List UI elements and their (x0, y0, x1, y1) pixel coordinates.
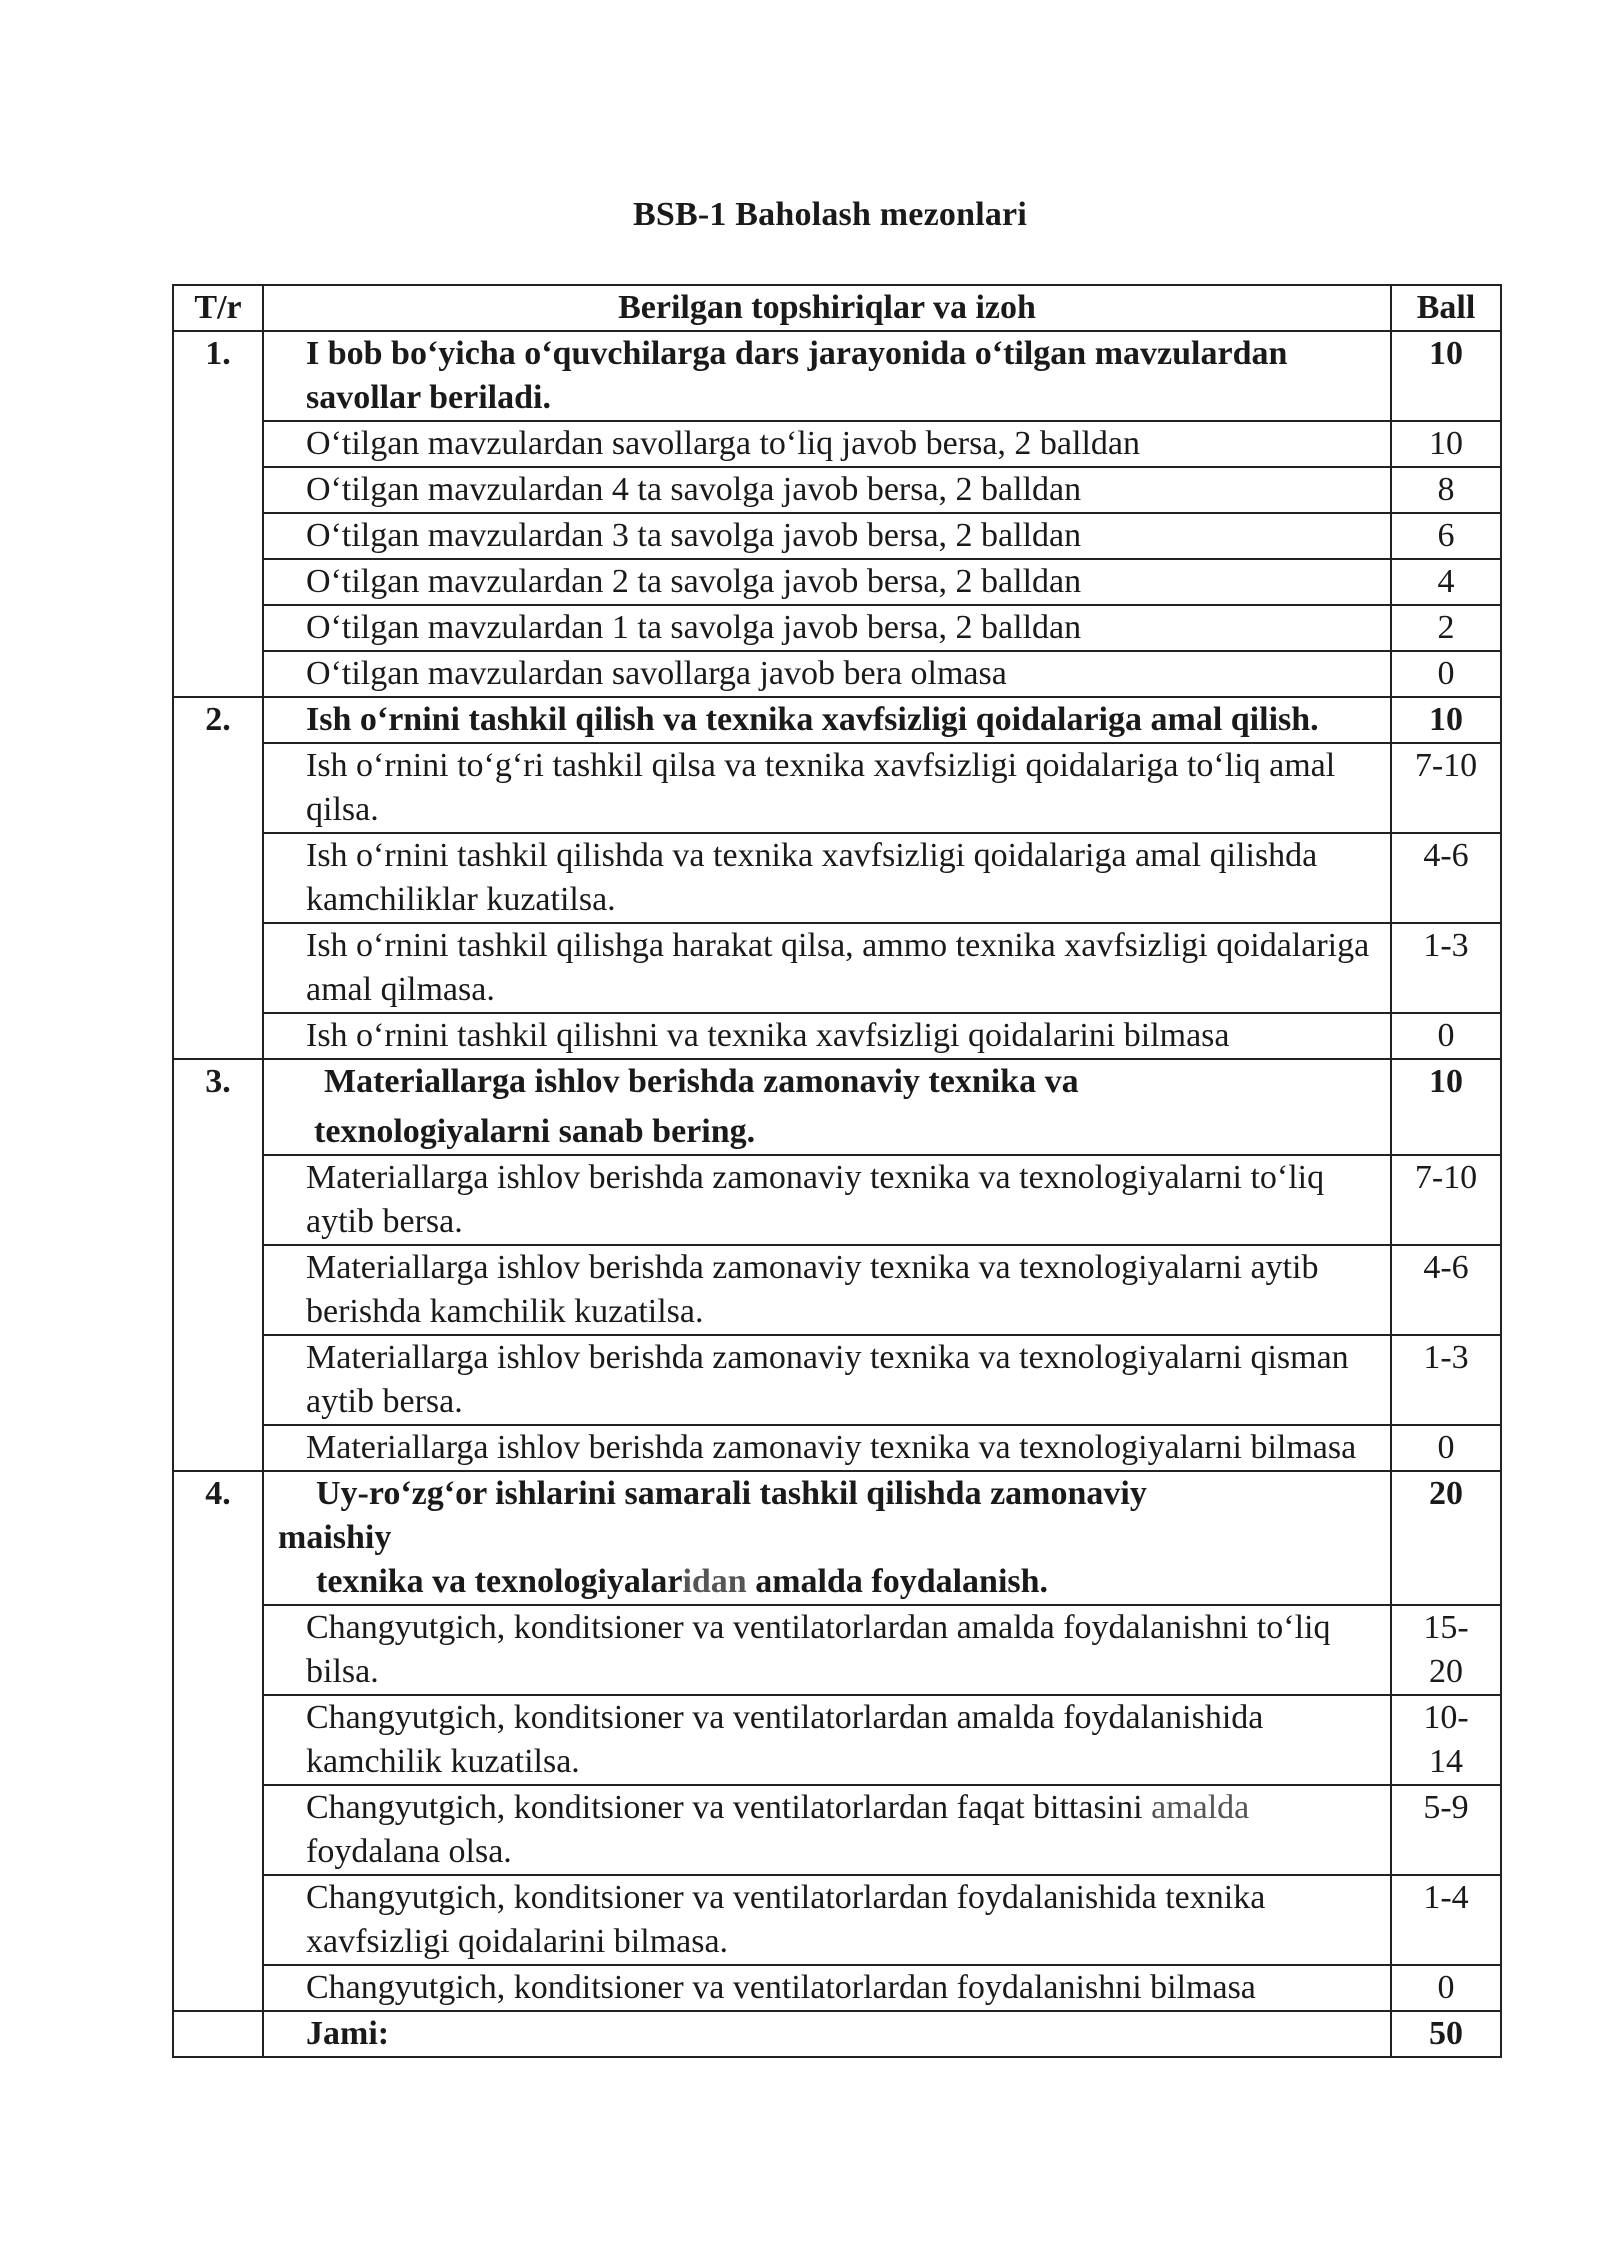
criterion-points: 1-3 (1391, 923, 1501, 1013)
table-row (173, 1335, 1501, 1425)
table-row (173, 513, 1501, 559)
criterion-text: Ish o‘rnini tashkil qilishda va texnika xavfsizligi qoidalariga amal qilishda kamchiliklar kuzatilsa. (263, 833, 1391, 923)
criterion-text: Changyutgich, konditsioner va ventilatorlardan amalda foydalanishida kamchilik kuzatilsa. (263, 1695, 1391, 1785)
criterion-points: 0 (1391, 1013, 1501, 1059)
section-heading: I bob bo‘yicha o‘quvchilarga dars jarayonida o‘tilgan mavzulardan savollar beriladi. (263, 331, 1391, 421)
section-heading (263, 1059, 1391, 1155)
section-heading-line: Uy-ro‘zg‘or ishlarini samarali tashkil qilishda zamonaviy (316, 1475, 1147, 1512)
section-heading-line: maishiy (278, 1519, 392, 1556)
criterion-text: Ish o‘rnini tashkil qilishni va texnika xavfsizligi qoidalarini bilmasa (263, 1013, 1391, 1059)
criterion-text: O‘tilgan mavzulardan savollarga to‘liq javob bersa, 2 balldan (263, 421, 1391, 467)
section-heading-line: Materiallarga ishlov berishda zamonaviy texnika va (324, 1063, 1079, 1100)
criterion-text: Changyutgich, konditsioner va ventilatorlardan amalda foydalanishni to‘liq bilsa. (263, 1605, 1391, 1695)
table-row (173, 743, 1501, 833)
criterion-points: 4 (1391, 559, 1501, 605)
section-heading-row (173, 331, 1501, 421)
criterion-text: Materiallarga ishlov berishda zamonaviy texnika va texnologiyalarni to‘liq aytib bersa. (263, 1155, 1391, 1245)
table-row (173, 421, 1501, 467)
criterion-points: 0 (1391, 1425, 1501, 1471)
table-row (173, 1425, 1501, 1471)
criterion-points: 4-6 (1391, 833, 1501, 923)
criterion-points: 10 (1391, 421, 1501, 467)
criterion-points: 15- 20 (1391, 1605, 1501, 1695)
criterion-points: 1-4 (1391, 1875, 1501, 1965)
section-heading-row (173, 1471, 1501, 1605)
table-row (173, 605, 1501, 651)
table-row (173, 1785, 1501, 1875)
criterion-text: Materiallarga ishlov berishda zamonaviy texnika va texnologiyalarni qisman aytib bersa. (263, 1335, 1391, 1425)
criterion-points: 8 (1391, 467, 1501, 513)
criterion-text: Changyutgich, konditsioner va ventilatorlardan foydalanishida texnika xavfsizligi qoidalarini bilmasa. (263, 1875, 1391, 1965)
header-task: Berilgan topshiriqlar va izoh (263, 285, 1391, 331)
table-row (173, 1013, 1501, 1059)
table-row (173, 1155, 1501, 1245)
table-row (173, 559, 1501, 605)
criterion-points: 0 (1391, 1965, 1501, 2011)
criterion-text: Ish o‘rnini tashkil qilishga harakat qilsa, ammo texnika xavfsizligi qoidalariga amal qilmasa. (263, 923, 1391, 1013)
criterion-text: O‘tilgan mavzulardan 3 ta savolga javob bersa, 2 balldan (263, 513, 1391, 559)
criterion-text: O‘tilgan mavzulardan 4 ta savolga javob bersa, 2 balldan (263, 467, 1391, 513)
table-row (173, 1875, 1501, 1965)
criterion-text: Changyutgich, konditsioner va ventilatorlardan faqat bittasini amalda foydalana olsa. (263, 1785, 1391, 1875)
total-points: 50 (1391, 2011, 1501, 2057)
section-points: 10 (1391, 331, 1501, 421)
table-header-row (173, 285, 1501, 331)
criterion-text: Materiallarga ishlov berishda zamonaviy texnika va texnologiyalarni aytib berishda kamchilik kuzatilsa. (263, 1245, 1391, 1335)
section-number: 1. (173, 331, 263, 421)
criterion-points: 2 (1391, 605, 1501, 651)
criterion-text: O‘tilgan mavzulardan 1 ta savolga javob bersa, 2 balldan (263, 605, 1391, 651)
criterion-points: 5-9 (1391, 1785, 1501, 1875)
table-row (173, 1695, 1501, 1785)
criterion-text: Changyutgich, konditsioner va ventilatorlardan foydalanishni bilmasa (263, 1965, 1391, 2011)
criterion-points: 6 (1391, 513, 1501, 559)
criterion-points: 4-6 (1391, 1245, 1501, 1335)
criteria-table (172, 284, 1502, 2058)
total-row (173, 2011, 1501, 2057)
section-number: 2. (173, 697, 263, 743)
table-row (173, 467, 1501, 513)
criterion-text: Materiallarga ishlov berishda zamonaviy texnika va texnologiyalarni bilmasa (263, 1425, 1391, 1471)
criterion-points: 1-3 (1391, 1335, 1501, 1425)
page-title: BSB-1 Baholash mezonlari (633, 196, 1027, 233)
criterion-points: 0 (1391, 651, 1501, 697)
section-points: 10 (1391, 1059, 1501, 1155)
total-label: Jami: (263, 2011, 1391, 2057)
section-heading (263, 1471, 1391, 1605)
section-heading-row (173, 1059, 1501, 1155)
criterion-text: O‘tilgan mavzulardan 2 ta savolga javob bersa, 2 balldan (263, 559, 1391, 605)
criterion-points: 10- 14 (1391, 1695, 1501, 1785)
table-row (173, 1965, 1501, 2011)
table-row (173, 1245, 1501, 1335)
section-heading: Ish o‘rnini tashkil qilish va texnika xavfsizligi qoidalariga amal qilish. (263, 697, 1391, 743)
section-heading-line: texnologiyalarni sanab bering. (314, 1113, 756, 1150)
header-ball: Ball (1391, 285, 1501, 331)
section-number: 3. (173, 1059, 263, 1155)
section-number: 4. (173, 1471, 263, 1605)
section-heading-line: texnika va texnologiyalaridan amalda foydalanish. (316, 1563, 1049, 1600)
criterion-text: Ish o‘rnini to‘g‘ri tashkil qilsa va texnika xavfsizligi qoidalariga to‘liq amal qilsa. (263, 743, 1391, 833)
section-points: 10 (1391, 697, 1501, 743)
criterion-points: 7-10 (1391, 743, 1501, 833)
header-tr: T/r (173, 285, 263, 331)
table-row (173, 923, 1501, 1013)
table-row (173, 1605, 1501, 1695)
criterion-text: O‘tilgan mavzulardan savollarga javob bera olmasa (263, 651, 1391, 697)
section-heading-row (173, 697, 1501, 743)
table-row (173, 833, 1501, 923)
table-row (173, 651, 1501, 697)
section-points: 20 (1391, 1471, 1501, 1605)
criterion-points: 7-10 (1391, 1155, 1501, 1245)
